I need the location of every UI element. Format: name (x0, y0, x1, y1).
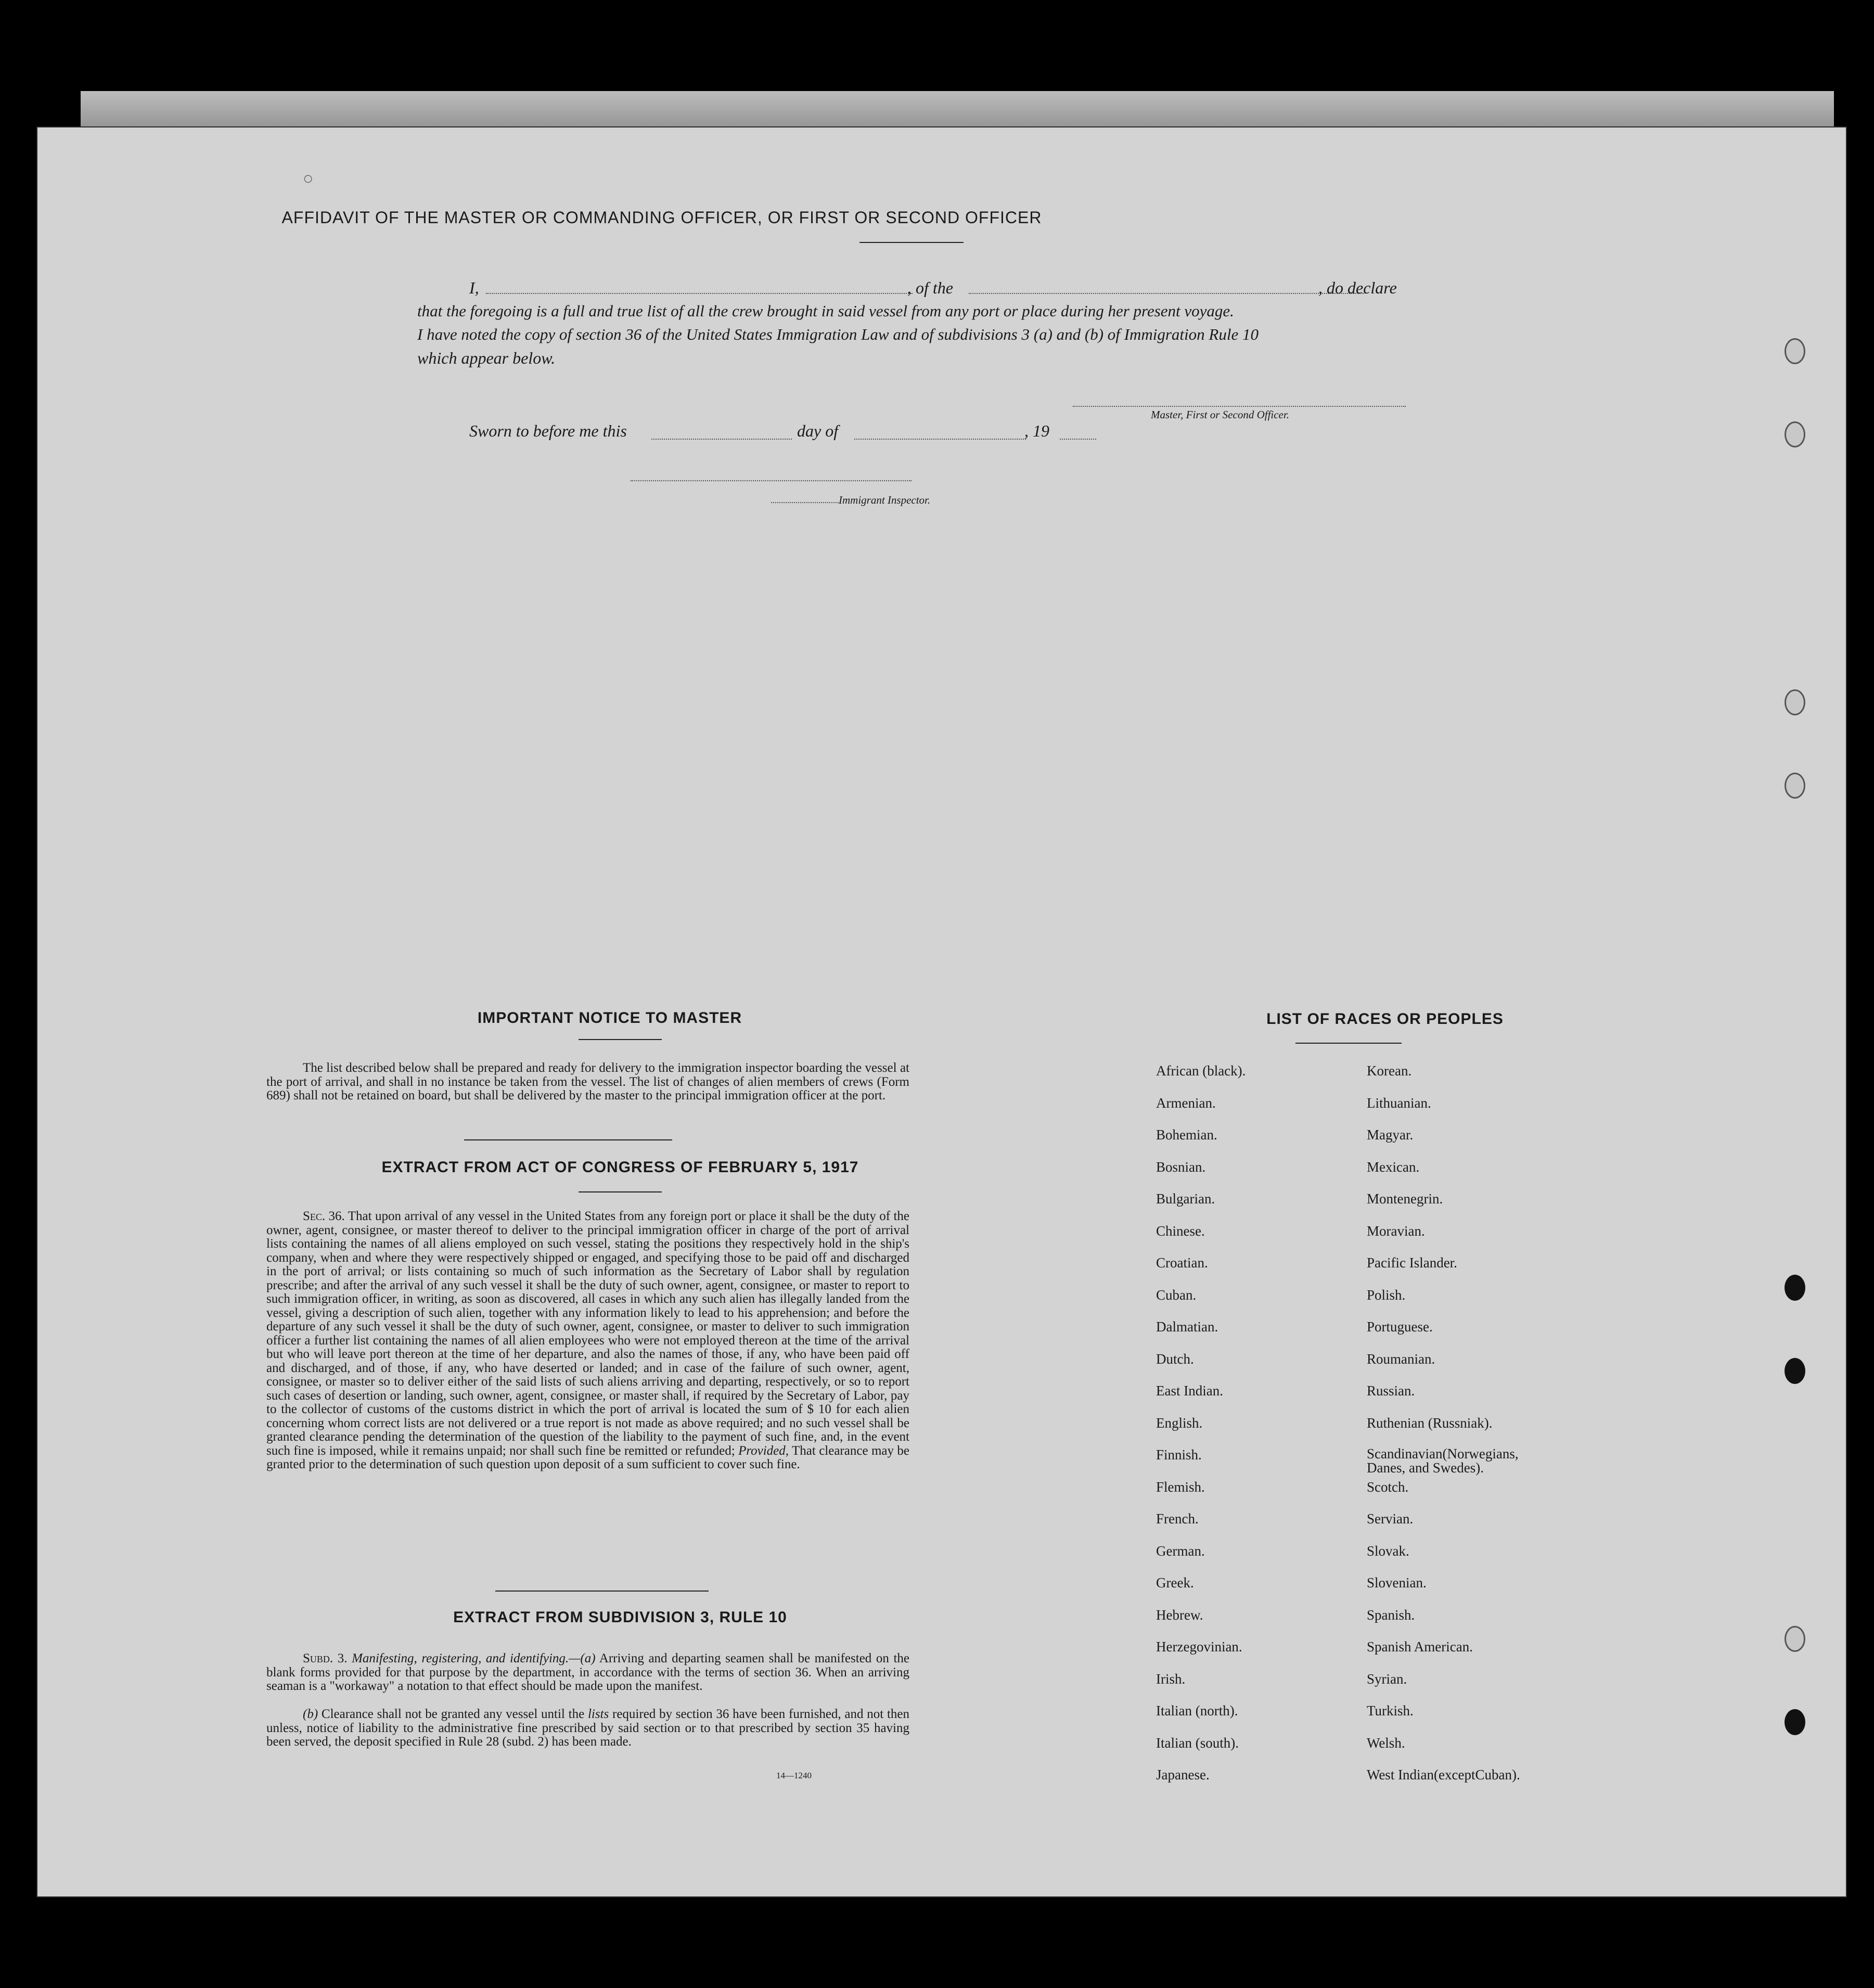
races-rule (1295, 1043, 1402, 1044)
race-item: Bosnian. (1156, 1159, 1206, 1175)
affidavit-line-2: that the foregoing is a full and true list of all the crew brought in said vessel from any port or place during her present voyage. (417, 302, 1234, 320)
binder-hole (1785, 689, 1805, 715)
race-item: Hebrew. (1156, 1607, 1203, 1623)
act-bottom-rule (495, 1591, 709, 1592)
act-title: EXTRACT FROM ACT OF CONGRESS OF FEBRUARY 5, 1917 (381, 1159, 859, 1176)
rule-title: EXTRACT FROM SUBDIVISION 3, RULE 10 (453, 1609, 787, 1626)
act-body: That upon arrival of any vessel in the United States from any foreign port or place it shall be the duty of the owner, agent, consignee, or master thereof to deliver to the principal immigration officer in charge of the port of arrival lists containing the names of all aliens employed on such vessel, stating the positions they respectively hold in the ship's company, when and where they were respectively shipped or engaged, and specifying those to be paid off and discharged in the port of arrival; or lists containing so much of such information as the Secretary of Labor shall by regulation prescribe; and after the arrival of any such vessel it shall be the duty of such owner, agent, consignee, or master to report to such immigration officer, in writing, as soon as discovered, all cases in which any such alien has illegally landed from the vessel, giving a description of such alien, together with any information likely to lead to his apprehension; and before the departure of any such vessel it shall be the duty of such owner, agent, consignee, or master to deliver to such immigration officer a further list containing the names of all alien employees who were not employed thereon at the time of the arrival but who will leave port thereon at the time of her departure, and also the names of those, if any, who have been paid off and discharged, and of those, if any, who have deserted or landed; and in case of the failure of such owner, agent, consignee, or master so to deliver either of the said lists of such aliens arriving and departing, respectively, or so to report such cases of desertion or landing, such owner, agent, consignee, or master shall, if required by the Secretary of Labor, pay to the collector of customs of the customs district in which the port of arrival is located the sum of $ 10 for each alien concerning whom correct lists are not delivered or a true report is not made as above required; and no such vessel shall be granted clearance pending the determination of the question of the liability to the payment of such fine, and, in the event such fine is imposed, while it remains unpaid; nor shall such fine be remitted or refunded; (266, 1209, 910, 1458)
sworn-label: Sworn to before me this (469, 421, 627, 440)
binder-hole (1785, 421, 1805, 447)
race-item: Flemish. (1156, 1479, 1205, 1495)
affidavit-of-the-label: , of the (907, 278, 953, 297)
day-blank[interactable] (651, 439, 792, 440)
act-text (266, 1210, 909, 1472)
vessel-blank[interactable] (969, 293, 1364, 294)
binder-hole (1785, 1358, 1805, 1384)
form-page (37, 127, 1846, 1896)
race-item: Scotch. (1367, 1479, 1409, 1495)
race-item: Polish. (1367, 1287, 1406, 1303)
race-item: Ruthenian (Russniak). (1367, 1415, 1493, 1431)
inspector-dots (771, 502, 839, 503)
race-item: German. (1156, 1543, 1205, 1559)
rule-subd-label: Subd. 3. (303, 1651, 348, 1665)
signature-caption: Master, First or Second Officer. (1151, 408, 1289, 421)
notice-text: The list described below shall be prepared and ready for delivery to the immigration inspector boarding the vessel at the port of arrival, and shall in no instance be taken from the vessel. The list of changes of alien members of crews (Form 689) shall not be retained on board, but shall be delivered by the master to the principal immigration officer at the port. (266, 1061, 909, 1102)
race-item: Turkish. (1367, 1703, 1414, 1718)
inspector-caption: Immigrant Inspector. (839, 494, 931, 506)
race-item: English. (1156, 1415, 1203, 1431)
race-item: Dalmatian. (1156, 1319, 1218, 1335)
notice-title: IMPORTANT NOTICE TO MASTER (477, 1009, 742, 1027)
race-item: Slovenian. (1367, 1575, 1427, 1591)
race-item: Bohemian. (1156, 1127, 1217, 1143)
pencil-mark: ○ (303, 169, 314, 188)
year-blank[interactable] (1060, 439, 1096, 440)
name-blank[interactable] (486, 293, 913, 294)
race-item: Italian (south). (1156, 1735, 1239, 1751)
race-item: Italian (north). (1156, 1703, 1238, 1718)
notice-rule (579, 1039, 662, 1040)
race-item: Dutch. (1156, 1351, 1194, 1367)
affidavit-title: AFFIDAVIT OF THE MASTER OR COMMANDING OFFICER, OR FIRST OR SECOND OFFICER (281, 208, 1042, 227)
race-item: Lithuanian. (1367, 1095, 1431, 1111)
binder-hole (1785, 1275, 1805, 1301)
signature-blank[interactable] (1073, 406, 1406, 407)
binder-hole (1785, 338, 1805, 364)
rule-text-b (266, 1708, 909, 1749)
race-item: Cuban. (1156, 1287, 1197, 1303)
race-item: Roumanian. (1367, 1351, 1435, 1367)
affidavit-line-4: which appear below. (417, 349, 556, 367)
affidavit-i-label: I, (469, 278, 479, 297)
race-item: Servian. (1367, 1511, 1414, 1527)
act-sec-label: Sec. 36. (303, 1209, 345, 1223)
race-item: Armenian. (1156, 1095, 1216, 1111)
act-provided-label: Provided, (738, 1443, 789, 1458)
binder-hole (1785, 1626, 1805, 1652)
race-item: West Indian(exceptCuban). (1367, 1767, 1520, 1782)
form-code: 14—1240 (776, 1771, 812, 1780)
race-item: Slovak. (1367, 1543, 1409, 1559)
race-item: Finnish. (1156, 1447, 1202, 1463)
act-rule (579, 1191, 662, 1192)
race-item: Japanese. (1156, 1767, 1210, 1782)
race-item: Korean. (1367, 1063, 1412, 1079)
race-item: Spanish. (1367, 1607, 1415, 1623)
race-item: Montenegrin. (1367, 1191, 1443, 1207)
race-item: Magyar. (1367, 1127, 1414, 1143)
year-label: , 19 (1024, 421, 1049, 440)
race-item: French. (1156, 1511, 1199, 1527)
race-item: Portuguese. (1367, 1319, 1433, 1335)
rule-body-b-2: required by section 36 have been furnished, and not then unless, notice of liability to the administrative fine prescribed by said section or to that prescribed by section 35 having been served, the deposit specified in Rule 28 (subd. 2) has been made. (266, 1707, 910, 1749)
affidavit-do-declare: , do declare (1318, 278, 1397, 297)
race-item: Scandinavian(Norwegians, Danes, and Swedes). (1367, 1446, 1519, 1476)
rule-text-a (266, 1652, 909, 1694)
binder-hole (1785, 773, 1805, 799)
inspector-signature-blank[interactable] (631, 480, 912, 481)
race-item: Syrian. (1367, 1671, 1407, 1687)
race-item: Chinese. (1156, 1223, 1205, 1239)
rule-body-a: Arriving and departing seamen shall be manifested on the blank forms provided for that purpose by the department, in accordance with the terms of section 36. When an arriving seaman is a "workaway" a notation to that effect should be made upon the manifest. (266, 1651, 909, 1693)
rule-body-b-1: Clearance shall not be granted any vessel until the (321, 1707, 585, 1721)
notice-bottom-rule (464, 1139, 672, 1140)
race-item: Spanish American. (1367, 1639, 1473, 1654)
affidavit-line-3: I have noted the copy of section 36 of the United States Immigration Law and of subdivisions 3 (a) and (b) of Immigration Rule 10 (417, 325, 1259, 343)
race-item: East Indian. (1156, 1383, 1223, 1399)
binder-hole (1785, 1709, 1805, 1735)
races-title: LIST OF RACES OR PEOPLES (1266, 1010, 1504, 1028)
race-item: Welsh. (1367, 1735, 1405, 1751)
act-body-end: That clearance may be granted prior to the determination of such question upon deposit of a sum sufficient to cover such fine. (266, 1443, 909, 1471)
race-item: Moravian. (1367, 1223, 1425, 1239)
race-item: Russian. (1367, 1383, 1415, 1399)
race-item: Bulgarian. (1156, 1191, 1215, 1207)
race-item: Irish. (1156, 1671, 1186, 1687)
race-item: Mexican. (1367, 1159, 1420, 1175)
rule-subd-title: Manifesting, registering, and identifying.—(a) (352, 1651, 596, 1665)
race-item: African (black). (1156, 1063, 1246, 1079)
race-item: Croatian. (1156, 1255, 1208, 1271)
title-rule (859, 242, 964, 243)
race-item: Pacific Islander. (1367, 1255, 1457, 1271)
race-item: Herzegovinian. (1156, 1639, 1242, 1654)
month-blank[interactable] (854, 439, 1026, 440)
race-item: Greek. (1156, 1575, 1194, 1591)
day-of-label: day of (797, 421, 839, 440)
rule-lists-word: lists (587, 1707, 609, 1721)
rule-b-label: (b) (303, 1707, 318, 1721)
